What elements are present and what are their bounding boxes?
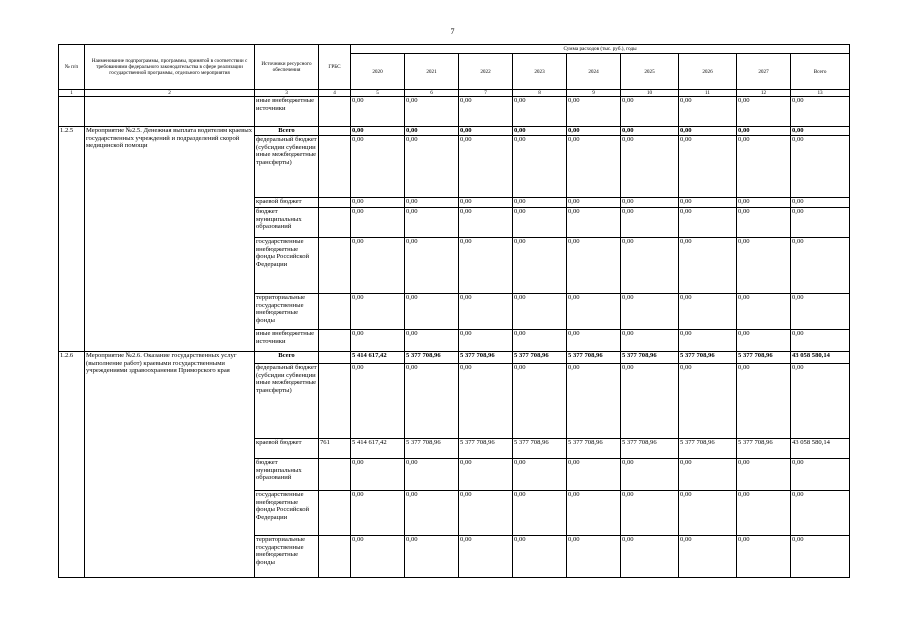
- value-cell: 0,00: [351, 330, 405, 352]
- total-value: 43 058 580,14: [791, 352, 850, 364]
- grbs-cell: 761: [319, 439, 351, 459]
- total-value: 0,00: [567, 127, 621, 136]
- value-cell: 0,00: [513, 536, 567, 578]
- value-cell: 0,00: [679, 364, 737, 439]
- source-cell: государственные внебюджетные фонды Российской Федерации: [255, 491, 319, 536]
- value-cell: 0,00: [567, 536, 621, 578]
- value-cell: 0,00: [351, 536, 405, 578]
- table-body: [59, 45, 850, 578]
- source-cell: территориальные государственные внебюджетные фонды: [255, 536, 319, 578]
- total-value: 5 414 617,42: [351, 352, 405, 364]
- value-cell: 0,00: [567, 491, 621, 536]
- value-cell: 0,00: [459, 294, 513, 330]
- value-cell: 0,00: [351, 238, 405, 294]
- value-cell: 0,00: [621, 97, 679, 127]
- value-cell: 0,00: [791, 294, 850, 330]
- value-cell: 0,00: [567, 208, 621, 238]
- value-cell: 0,00: [737, 491, 791, 536]
- value-cell: 0,00: [737, 294, 791, 330]
- value-cell: 5 414 617,42: [351, 439, 405, 459]
- value-cell: 0,00: [737, 136, 791, 198]
- value-cell: 0,00: [351, 136, 405, 198]
- value-cell: 0,00: [679, 208, 737, 238]
- header-year: 2024: [567, 54, 621, 90]
- column-number: 12: [737, 90, 791, 97]
- value-cell: 0,00: [351, 208, 405, 238]
- value-cell: 0,00: [351, 491, 405, 536]
- value-cell: 0,00: [405, 136, 459, 198]
- total-value: 5 377 708,96: [737, 352, 791, 364]
- value-cell: 0,00: [567, 238, 621, 294]
- grbs-cell: [319, 491, 351, 536]
- header-grbs: ГРБС: [319, 45, 351, 90]
- column-number: 10: [621, 90, 679, 97]
- value-cell: 0,00: [459, 97, 513, 127]
- grbs-cell: [319, 459, 351, 491]
- expenses-table: [58, 44, 850, 578]
- total-value: 0,00: [405, 127, 459, 136]
- value-cell: 0,00: [405, 364, 459, 439]
- value-cell: 0,00: [737, 536, 791, 578]
- source-cell: краевой бюджет: [255, 439, 319, 459]
- source-cell: бюджет муниципальных образований: [255, 208, 319, 238]
- total-value: 5 377 708,96: [621, 352, 679, 364]
- page-number: 7: [450, 27, 455, 36]
- column-number: 8: [513, 90, 567, 97]
- value-cell: 0,00: [459, 208, 513, 238]
- value-cell: 0,00: [513, 198, 567, 208]
- value-cell: 0,00: [737, 97, 791, 127]
- value-cell: 0,00: [459, 238, 513, 294]
- header-year: 2021: [405, 54, 459, 90]
- value-cell: 43 058 580,14: [791, 439, 850, 459]
- grbs-cell: [319, 198, 351, 208]
- value-cell: 0,00: [567, 294, 621, 330]
- value-cell: 0,00: [791, 491, 850, 536]
- value-cell: 0,00: [791, 364, 850, 439]
- value-cell: 0,00: [679, 294, 737, 330]
- header-year: 2022: [459, 54, 513, 90]
- value-cell: 5 377 708,96: [513, 439, 567, 459]
- value-cell: 0,00: [621, 136, 679, 198]
- value-cell: 5 377 708,96: [405, 439, 459, 459]
- header-row: [59, 45, 850, 54]
- grbs-cell: [319, 330, 351, 352]
- header-year: Всего: [791, 54, 850, 90]
- item-name: [85, 97, 255, 127]
- value-cell: 0,00: [737, 330, 791, 352]
- total-value: 5 377 708,96: [567, 352, 621, 364]
- total-value: 0,00: [621, 127, 679, 136]
- value-cell: 0,00: [459, 459, 513, 491]
- grbs-cell: [319, 127, 351, 136]
- column-number: 7: [459, 90, 513, 97]
- value-cell: 0,00: [513, 491, 567, 536]
- value-cell: 0,00: [513, 330, 567, 352]
- header-year: 2025: [621, 54, 679, 90]
- value-cell: 0,00: [737, 459, 791, 491]
- value-cell: 0,00: [405, 294, 459, 330]
- value-cell: 0,00: [679, 198, 737, 208]
- grbs-cell: [319, 294, 351, 330]
- total-value: 0,00: [459, 127, 513, 136]
- source-cell: иные внебюджетные источники: [255, 330, 319, 352]
- column-number: 11: [679, 90, 737, 97]
- value-cell: 0,00: [621, 536, 679, 578]
- source-cell: иные внебюджетные источники: [255, 97, 319, 127]
- item-name: Мероприятие №2.6. Оказание государственных услуг (выполнение работ) краевыми государственными учреждениями здравоохранения Приморского края: [85, 352, 255, 578]
- value-cell: 0,00: [405, 536, 459, 578]
- value-cell: 0,00: [621, 198, 679, 208]
- column-number: 3: [255, 90, 319, 97]
- item-number: 1.2.5: [59, 127, 85, 352]
- column-numbers-row: [59, 90, 850, 97]
- value-cell: 5 377 708,96: [737, 439, 791, 459]
- item-name: Мероприятие №2.5. Денежная выплата водителям краевых государственных учреждений и подразделений скорой медицинской помощи: [85, 127, 255, 352]
- grbs-cell: [319, 136, 351, 198]
- total-row: [59, 352, 850, 364]
- grbs-cell: [319, 97, 351, 127]
- grbs-cell: [319, 352, 351, 364]
- value-cell: 0,00: [459, 198, 513, 208]
- source-cell: федеральный бюджет (субсидии субвенции иные межбюджетные трансферты): [255, 364, 319, 439]
- value-cell: 5 377 708,96: [567, 439, 621, 459]
- value-cell: 0,00: [621, 330, 679, 352]
- value-cell: 0,00: [351, 459, 405, 491]
- total-value: 0,00: [791, 127, 850, 136]
- total-label: Всего: [255, 127, 319, 136]
- value-cell: 0,00: [737, 364, 791, 439]
- value-cell: 0,00: [405, 238, 459, 294]
- value-cell: 0,00: [351, 198, 405, 208]
- total-value: 0,00: [513, 127, 567, 136]
- value-cell: 0,00: [679, 491, 737, 536]
- value-cell: 0,00: [679, 536, 737, 578]
- value-cell: 0,00: [351, 97, 405, 127]
- value-cell: 0,00: [405, 330, 459, 352]
- value-cell: 0,00: [567, 330, 621, 352]
- value-cell: 0,00: [737, 198, 791, 208]
- value-cell: 0,00: [791, 198, 850, 208]
- value-cell: 0,00: [621, 491, 679, 536]
- value-cell: 0,00: [791, 208, 850, 238]
- source-cell: краевой бюджет: [255, 198, 319, 208]
- header-sum: Сумма расходов (тыс. руб.), годы: [351, 45, 850, 54]
- header-year: 2026: [679, 54, 737, 90]
- header-year: 2020: [351, 54, 405, 90]
- value-cell: 0,00: [679, 97, 737, 127]
- value-cell: 0,00: [351, 294, 405, 330]
- header-year: 2023: [513, 54, 567, 90]
- header-name: Наименование подпрограммы, программы, принятой в соответствии с требованиями федерального законодательства в сфере реализации государственной программы, отдельного мероприятия: [85, 45, 255, 90]
- value-cell: 5 377 708,96: [621, 439, 679, 459]
- grbs-cell: [319, 536, 351, 578]
- value-cell: 0,00: [405, 459, 459, 491]
- value-cell: 0,00: [737, 238, 791, 294]
- value-cell: 0,00: [351, 364, 405, 439]
- value-cell: 0,00: [679, 459, 737, 491]
- value-cell: 0,00: [513, 459, 567, 491]
- value-cell: 0,00: [513, 208, 567, 238]
- column-number: 2: [85, 90, 255, 97]
- value-cell: 5 377 708,96: [459, 439, 513, 459]
- value-cell: 0,00: [513, 364, 567, 439]
- value-cell: 0,00: [737, 208, 791, 238]
- value-cell: 0,00: [405, 198, 459, 208]
- value-cell: 0,00: [791, 330, 850, 352]
- total-value: 5 377 708,96: [459, 352, 513, 364]
- item-number: [59, 97, 85, 127]
- value-cell: 0,00: [621, 238, 679, 294]
- total-value: 0,00: [351, 127, 405, 136]
- value-cell: 0,00: [459, 330, 513, 352]
- value-cell: 0,00: [567, 364, 621, 439]
- source-cell: федеральный бюджет (субсидии субвенции иные межбюджетные трансферты): [255, 136, 319, 198]
- grbs-cell: [319, 238, 351, 294]
- source-cell: бюджет муниципальных образований: [255, 459, 319, 491]
- total-value: 0,00: [679, 127, 737, 136]
- value-cell: 0,00: [621, 459, 679, 491]
- value-cell: 0,00: [459, 136, 513, 198]
- item-number: 1.2.6: [59, 352, 85, 578]
- value-cell: 0,00: [679, 136, 737, 198]
- column-number: 5: [351, 90, 405, 97]
- value-cell: 0,00: [459, 536, 513, 578]
- value-cell: 0,00: [621, 294, 679, 330]
- value-cell: 0,00: [679, 330, 737, 352]
- grbs-cell: [319, 208, 351, 238]
- header-num: № п/п: [59, 45, 85, 90]
- grbs-cell: [319, 364, 351, 439]
- column-number: 13: [791, 90, 850, 97]
- value-cell: 0,00: [567, 136, 621, 198]
- value-cell: 0,00: [513, 294, 567, 330]
- value-cell: 0,00: [791, 536, 850, 578]
- total-value: 5 377 708,96: [405, 352, 459, 364]
- column-number: 6: [405, 90, 459, 97]
- value-cell: 0,00: [791, 459, 850, 491]
- value-cell: 5 377 708,96: [679, 439, 737, 459]
- column-number: 9: [567, 90, 621, 97]
- source-cell: государственные внебюджетные фонды Российской Федерации: [255, 238, 319, 294]
- value-cell: 0,00: [621, 364, 679, 439]
- value-cell: 0,00: [679, 238, 737, 294]
- total-row: [59, 127, 850, 136]
- total-label: Всего: [255, 352, 319, 364]
- value-cell: 0,00: [405, 97, 459, 127]
- value-cell: 0,00: [791, 136, 850, 198]
- total-value: 0,00: [737, 127, 791, 136]
- value-cell: 0,00: [791, 97, 850, 127]
- value-cell: 0,00: [567, 97, 621, 127]
- column-number: 4: [319, 90, 351, 97]
- header-source: Источники ресурсного обеспечения: [255, 45, 319, 90]
- column-number: 1: [59, 90, 85, 97]
- value-cell: 0,00: [405, 491, 459, 536]
- value-cell: 0,00: [621, 208, 679, 238]
- value-cell: 0,00: [459, 491, 513, 536]
- value-cell: 0,00: [513, 238, 567, 294]
- table-row: [59, 97, 850, 127]
- total-value: 5 377 708,96: [513, 352, 567, 364]
- value-cell: 0,00: [791, 238, 850, 294]
- value-cell: 0,00: [567, 459, 621, 491]
- value-cell: 0,00: [567, 198, 621, 208]
- value-cell: 0,00: [405, 208, 459, 238]
- value-cell: 0,00: [513, 136, 567, 198]
- source-cell: территориальные государственные внебюджетные фонды: [255, 294, 319, 330]
- header-year: 2027: [737, 54, 791, 90]
- total-value: 5 377 708,96: [679, 352, 737, 364]
- value-cell: 0,00: [513, 97, 567, 127]
- value-cell: 0,00: [459, 364, 513, 439]
